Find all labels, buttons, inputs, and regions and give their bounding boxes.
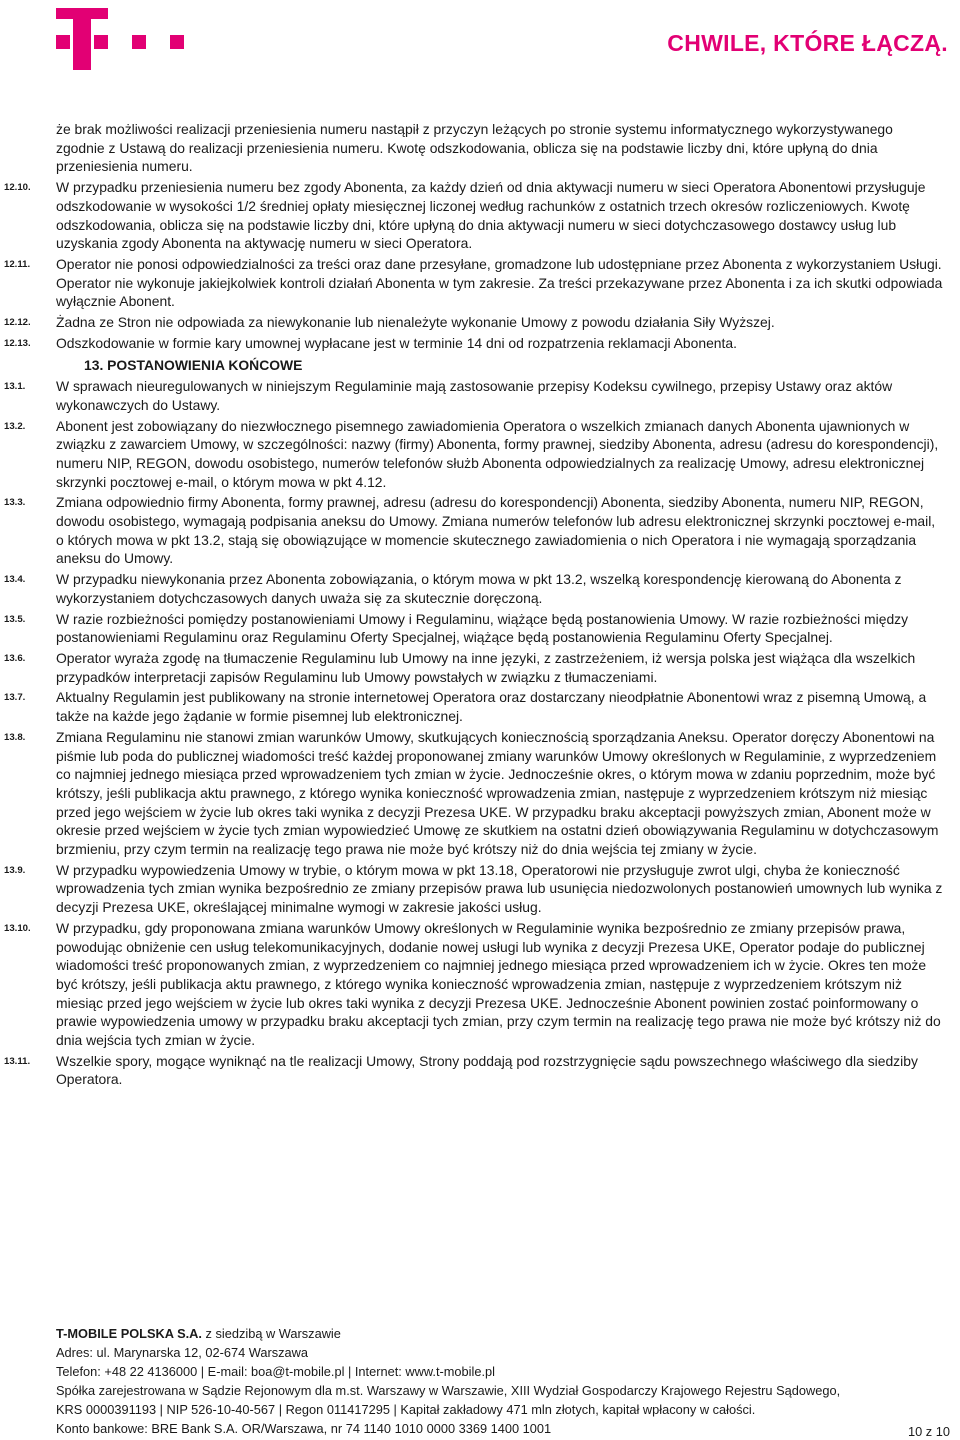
clause-number: 13.6.	[4, 652, 26, 664]
page-footer	[56, 1324, 956, 1438]
clause-text: W razie rozbieżności pomiędzy postanowieniami Umowy i Regulaminu, wiążące będą postanowienia Umowy. W razie rozbieżności między postanowieniami Regulaminu oraz Regulaminu Oferty Specjalnej, wiążące będą postanowienia Regulaminu Oferty Specjalnej.	[56, 610, 909, 646]
page-number: 10 z 10	[908, 1424, 950, 1439]
clause-item	[0, 861, 960, 917]
clause-text: Operator wyraża zgodę na tłumaczenie Regulaminu lub Umowy na inne języki, z zastrzeżeniem, iż wersja polska jest wiążąca dla wszelkich przypadków interpretacji zapisów Regulaminu lub Umowy powstałych w związku z tłumaczeniami.	[56, 649, 916, 685]
clause-item	[0, 178, 960, 253]
clause-item	[0, 1052, 960, 1089]
clause-item	[0, 728, 960, 859]
clause-number: 12.13.	[4, 337, 31, 349]
clause-number: 12.10.	[4, 182, 31, 194]
t-mobile-logo	[0, 0, 200, 80]
clause-item	[0, 313, 960, 332]
clause-item	[0, 493, 960, 568]
section-13-list	[0, 377, 960, 1089]
clause-text: Aktualny Regulamin jest publikowany na stronie internetowej Operatora oraz dostarczany nieodpłatnie Abonentowi wraz z pisemną Umową, a także na każde jego żądanie w formie pisemnej lub elektronicznej.	[56, 689, 927, 725]
section-13-title: 13. POSTANOWIENIA KOŃCOWE	[84, 357, 303, 374]
clause-text: Abonent jest zobowiązany do niezwłocznego pisemnego zawiadomienia Operatora o wszelkich zmianach danych Abonenta ujawnionych w związku z zawarciem Umowy, w szczególności: nazwy (firmy) Abonenta, formy prawnej, siedziby Abonenta, adresu (adresu do korespondencji), numeru NIP, REGON, dowodu osobistego, numerów telefonów służb Abonenta odpowiedzialnych za realizację Umowy, adresu elektronicznej skrzynki pocztowej e-mail, o którym mowa w pkt 4.12.	[56, 417, 939, 490]
company-seat: z siedzibą w Warszawie	[201, 1326, 341, 1341]
clause-text: Zmiana Regulaminu nie stanowi zmian warunków Umowy, skutkujących koniecznością sporządzania Aneksu. Operator doręczy Abonentowi na piśmie lub poda do publicznej wiadomości treść każdej proponowanej zmiany warunków Umowy określonych w Regulaminie, z wyprzedzeniem co najmniej jednego miesiąca przed wprowadzeniem tych zmian w życie. Jednocześnie okres, o którym mowa w zdaniu poprzednim, może być krótszy, jeśli publikacja aktu prawnego, z którego wynika konieczność wprowadzenia zmian, następuje z wyprzedzeniem krótszym niż miesiąc przed jego wejściem w życie lub okres taki wynika z decyzji Prezesa UKE. W przypadku braku akceptacji powyższych zmian, Abonent może w okresie przed wejściem w życie tych zmian wypowiedzieć Umowę ze skutkiem na ostatni dzień obowiązywania Regulaminu w dotychczasowym brzmieniu, przy czym termin na realizację tego prawa nie może być krótszy niż do dnia wejścia tej zmiany w życie.	[56, 728, 939, 858]
footer-company-line	[56, 1324, 956, 1343]
clause-number: 12.11.	[4, 258, 31, 270]
clause-number: 13.10.	[4, 922, 31, 934]
clause-text: Wszelkie spory, mogące wyniknąć na tle realizacji Umowy, Strony poddają pod rozstrzygnięcie sądu powszechnego właściwego dla siedziby Operatora.	[56, 1052, 918, 1088]
clause-number: 13.8.	[4, 731, 26, 743]
clause-number: 13.4.	[4, 574, 26, 586]
clause-number: 13.9.	[4, 864, 26, 876]
clause-number: 13.5.	[4, 613, 26, 625]
footer-ids: KRS 0000391193 | NIP 526-10-40-567 | Regon 011417295 | Kapitał zakładowy 471 mln złotych, kapitał wpłacony w całości.	[56, 1402, 756, 1417]
clause-text: Zmiana odpowiednio firmy Abonenta, formy prawnej, adresu (adresu do korespondencji) Abonenta, siedziby Abonenta, numeru NIP, REGON, dowodu osobistego, wymagają podpisania aneksu do Umowy. Zmiana numerów telefonów lub adresu elektronicznej skrzynki pocztowej e-mail, o których mowa w pkt 13.2, stają się obowiązujące w momencie skutecznego zawiadomienia o nich Operatora i nie wymagają sporządzania aneksu do Umowy.	[56, 494, 936, 567]
clause-item	[0, 334, 960, 353]
clause-number: 12.12.	[4, 317, 31, 329]
footer-registry: Spółka zarejestrowana w Sądzie Rejonowym dla m.st. Warszawy w Warszawie, XIII Wydział Gospodarczy Krajowego Rejestru Sądowego,	[56, 1383, 841, 1398]
clause-text: Operator nie ponosi odpowiedzialności za treści oraz dane przesyłane, gromadzone lub udostępniane przez Abonenta z wykorzystaniem Usługi. Operator nie wykonuje jakiejkolwiek kontroli działań Abonenta w tym zakresie. Za treści przekazywane przez Abonenta i za ich skutki odpowiada wyłącznie Abonent.	[56, 255, 943, 310]
clause-number: 13.11.	[4, 1055, 31, 1067]
clause-item	[0, 610, 960, 647]
clause-number: 13.2.	[4, 420, 26, 432]
clause-text: W przypadku niewykonania przez Abonenta zobowiązania, o którym mowa w pkt 13.2, wszelką korespondencję kierowaną do Abonenta z wykorzystaniem dotychczasowych danych uważa się za skutecznie doręczoną.	[56, 571, 902, 606]
continuation-paragraph: że brak możliwości realizacji przeniesienia numeru nastąpił z przyczyn leżących po stronie systemu informatycznego wykorzystywanego zgodnie z Ustawą do realizacji przeniesienia numeru. Kwotę odszkodowania, oblicza się na podstawie liczby dni, które upłyną do dnia przeniesienia numeru.	[56, 121, 893, 175]
footer-bank: Konto bankowe: BRE Bank S.A. OR/Warszawa, nr 74 1140 1010 0000 3369 1400 1001	[56, 1421, 552, 1436]
clause-number: 13.3.	[4, 497, 26, 509]
footer-address: Adres: ul. Marynarska 12, 02-674 Warszawa	[56, 1345, 309, 1360]
clause-text: W sprawach nieuregulowanych w niniejszym Regulaminie mają zastosowanie przepisy Kodeksu cywilnego, przepisy Ustawy oraz aktów wykonawczych do Ustawy.	[56, 378, 893, 413]
clause-text: W przypadku wypowiedzenia Umowy w trybie, o którym mowa w pkt 13.18, Operatorowi nie przysługuje zwrot ulgi, chyba że konieczność wprowadzenia tych zmian wynika bezpośrednio ze zmiany przepisów prawa lub usunięcia niedozwolonych postanowień umownych lub wynika z decyzji Prezesa UKE, określającej minimalne wymogi w zakresie jakości usług.	[56, 861, 943, 916]
company-name: T-MOBILE POLSKA S.A.	[56, 1326, 202, 1341]
clause-text: W przypadku, gdy proponowana zmiana warunków Umowy określonych w Regulaminie wynika bezpośrednio ze zmiany przepisów prawa, powodując obniżenie cen usług telekomunikacyjnych, dodanie nowej usługi lub wynika z decyzji Prezesa UKE, Operator podaje do publicznej wiadomości treść proponowanych zmian, z wyprzedzeniem co najmniej jednego miesiąca przed wprowadzeniem ich w życie. Okres ten może być krótszy, jeśli publikacja aktu prawnego, z którego wynika konieczność wprowadzenia zmian, następuje z wyprzedzeniem krótszym niż miesiąc przed jego wejściem w życie lub okres taki wynika z decyzji Prezesa UKE. Jednocześnie Abonent powinien zostać poinformowany o prawie wypowiedzenia umowy w przypadku braku akceptacji tych zmian, przy czym termin na realizację tego prawa nie może być krótszy niż do dnia wejścia tych zmian w życie.	[56, 919, 941, 1049]
clause-text: Odszkodowanie w formie kary umownej wypłacane jest w terminie 14 dni od rozpatrzenia reklamacji Abonenta.	[56, 334, 737, 351]
clause-text: Żadna ze Stron nie odpowiada za niewykonanie lub nienależyte wykonanie Umowy z powodu działania Siły Wyższej.	[56, 314, 775, 331]
clause-item	[0, 649, 960, 686]
clause-item	[0, 255, 960, 311]
brand-slogan: CHWILE, KTÓRE ŁĄCZĄ.	[667, 30, 948, 56]
document-body	[0, 120, 960, 1089]
clause-item	[0, 919, 960, 1050]
footer-contact: Telefon: +48 22 4136000 | E-mail: boa@t-mobile.pl | Internet: www.t-mobile.pl	[56, 1364, 495, 1379]
clause-number: 13.1.	[4, 381, 26, 393]
clause-item	[0, 377, 960, 414]
clause-item	[0, 417, 960, 492]
clause-item	[0, 570, 960, 607]
clause-item	[0, 688, 960, 725]
clause-text: W przypadku przeniesienia numeru bez zgody Abonenta, za każdy dzień od dnia aktywacji numeru w sieci Operatora Abonentowi przysługuje odszkodowanie w wysokości 1/2 średniej opłaty miesięcznej liczonej według rachunków z ostatnich trzech okresów rozliczeniowych. Kwotę odszkodowania, oblicza się na podstawie liczby dni, które upłyną do dnia aktywacji numeru w sieci dotychczasowego dostawcy usług lub uzyskania zgody Abonenta na aktywację numeru w sieci Operatora.	[56, 179, 926, 252]
section-12-list	[0, 178, 960, 352]
clause-number: 13.7.	[4, 692, 26, 704]
